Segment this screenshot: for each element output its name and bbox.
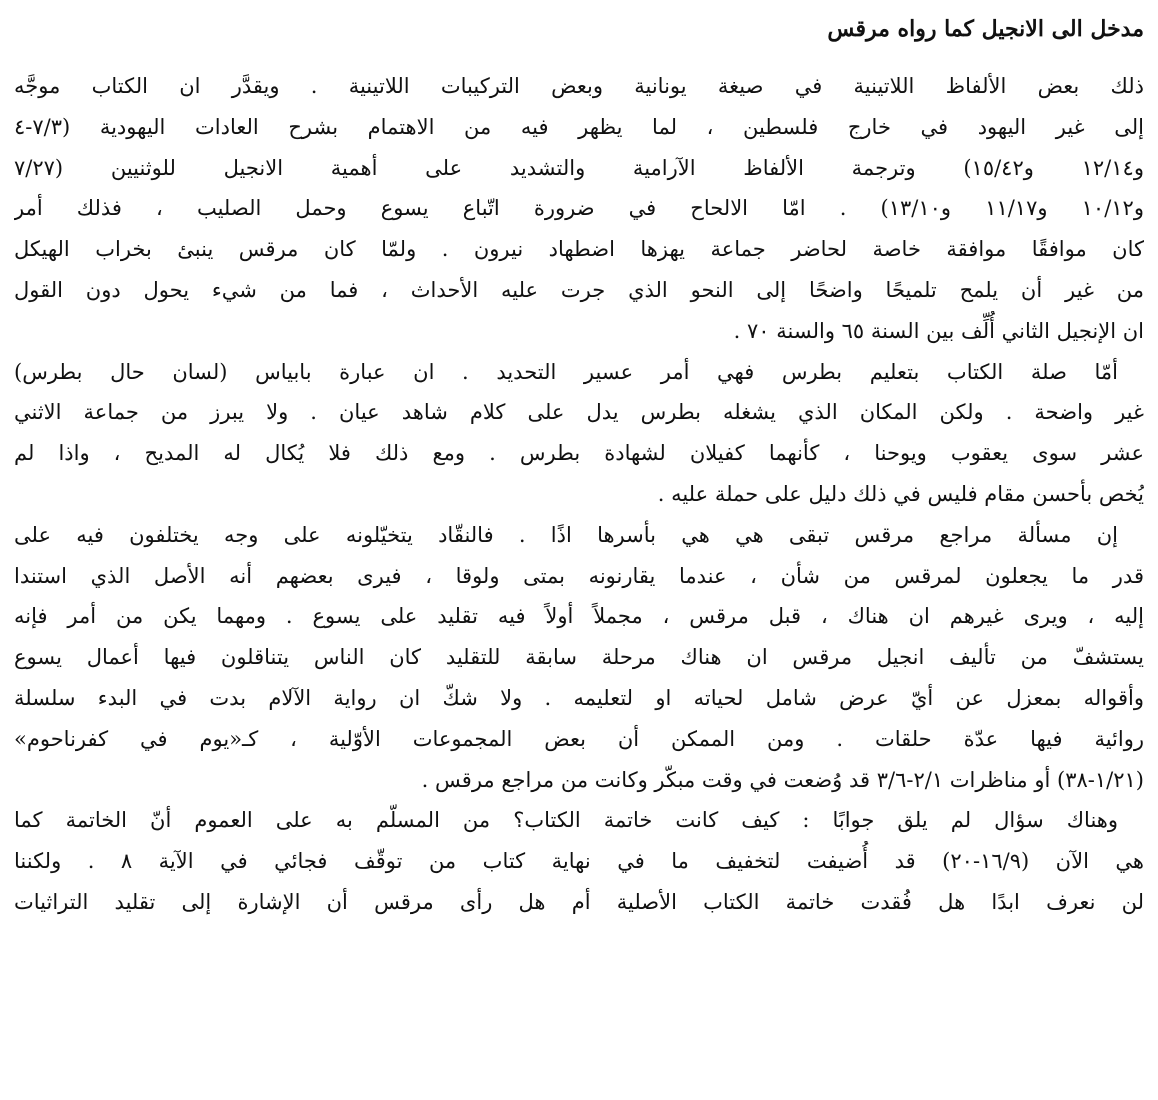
body-text [14,66,1144,923]
text-line: من غير أن يلمح تلميحًا واضحًا إلى النحو الذي جرت عليه الأحداث ، فما من شيء يحول دون القول [14,277,1144,302]
text-line: وهناك سؤال لم يلق جوابًا : كيف كانت خاتمة الكتاب؟ من المسلّم به على العموم أنّ الخاتمة كما [14,808,1118,833]
text-line: لن نعرف ابدًا هل فُقدت خاتمة الكتاب الأصلية أم هل رأى مرقس أن الإشارة إلى تقليد التراثيات [14,889,1144,914]
text-line: قدر ما يجعلون لمرقس من شأن ، عندما يقارنونه بمتى ولوقا ، فيرى بعضهم أنه الأصل الذي استندا [14,563,1144,588]
text-line: هي الآن (١٦/٩-٢٠) قد أُضيفت لتخفيف ما في نهاية كتاب من توقّف فجائي في الآية ٨ . ولكننا [14,849,1144,874]
text-line: و١٠/١٢ و١١/١٧ و١٣/١٠) . امّا الالحاح في ضرورة اتّباع يسوع وحمل الصليب ، فذلك أمر [14,196,1144,221]
text-line: ان الإنجيل الثاني أُلِّف بين السنة ٦٥ والسنة ٧٠ . [733,318,1144,343]
text-line: كان موافقًا موافقة خاصة لحاضر جماعة يهزها اضطهاد نيرون . ولمّا كان مرقس ينبئ بخراب الهيكل [14,237,1144,262]
text-line: غير واضحة . ولكن المكان الذي يشغله بطرس يدل على كلام شاهد عيان . ولا يبرز من جماعة الاثني [14,400,1144,425]
text-line: إلى غير اليهود في خارج فلسطين ، لما يظهر فيه من الاهتمام بشرح العادات اليهودية (٧/٣-٤ [14,114,1144,139]
text-line: و١٢/١٤ و١٥/٤٢) وترجمة الألفاظ الآرامية والتشديد على أهمية الانجيل للوثنيين (٧/٢٧ [14,155,1144,180]
text-line: أمّا صلة الكتاب بتعليم بطرس فهي أمر عسير التحديد . ان عبارة بابياس (لسان حال بطرس) [14,359,1118,384]
running-header: مدخل الى الانجيل كما رواه مرقس [827,16,1144,42]
text-line: عشر سوى يعقوب ويوحنا ، كأنهما كفيلان لشهادة بطرس . ومع ذلك فلا يُكال له المديح ، واذا لم [14,441,1144,466]
text-line: يُخص بأحسن مقام فليس في ذلك دليل على حملة عليه . [657,481,1144,506]
text-line: ذلك بعض الألفاظ اللاتينية في صيغة يونانية وبعض التركيبات اللاتينية . ويقدَّر ان الكتاب موجَّه [14,74,1144,98]
text-line: إليه ، ويرى غيرهم ان هناك ، قبل مرقس ، مجملاً أولاً فيه تقليد على يسوع . ومهما يكن من أمر فإنه [14,604,1144,629]
text-line: روائية فيها عدّة حلقات . ومن الممكن أن بعض المجموعات الأوّلية ، كـ«يوم في كفرناحوم» [14,726,1144,751]
text-line: يستشفّ من تأليف انجيل مرقس ان هناك مرحلة سابقة للتقليد كان الناس يتناقلون فيها أعمال يسوع [14,645,1144,670]
text-line: إن مسألة مراجع مرقس تبقى هي هي بأسرها اذًا . فالنقّاد يتخيّلونه على وجه يختلفون فيه على [14,522,1118,547]
text-line: (١/٢١-٣٨) أو مناظرات ٢/١-٣/٦ قد وُضعت في وقت مبكّر وكانت من مراجع مرقس . [421,767,1144,792]
text-line: وأقواله بمعزل عن أيّ عرض شامل لحياته او لتعليمه . ولا شكّ ان رواية الآلام بدت في البدء سلسلة [14,685,1144,710]
